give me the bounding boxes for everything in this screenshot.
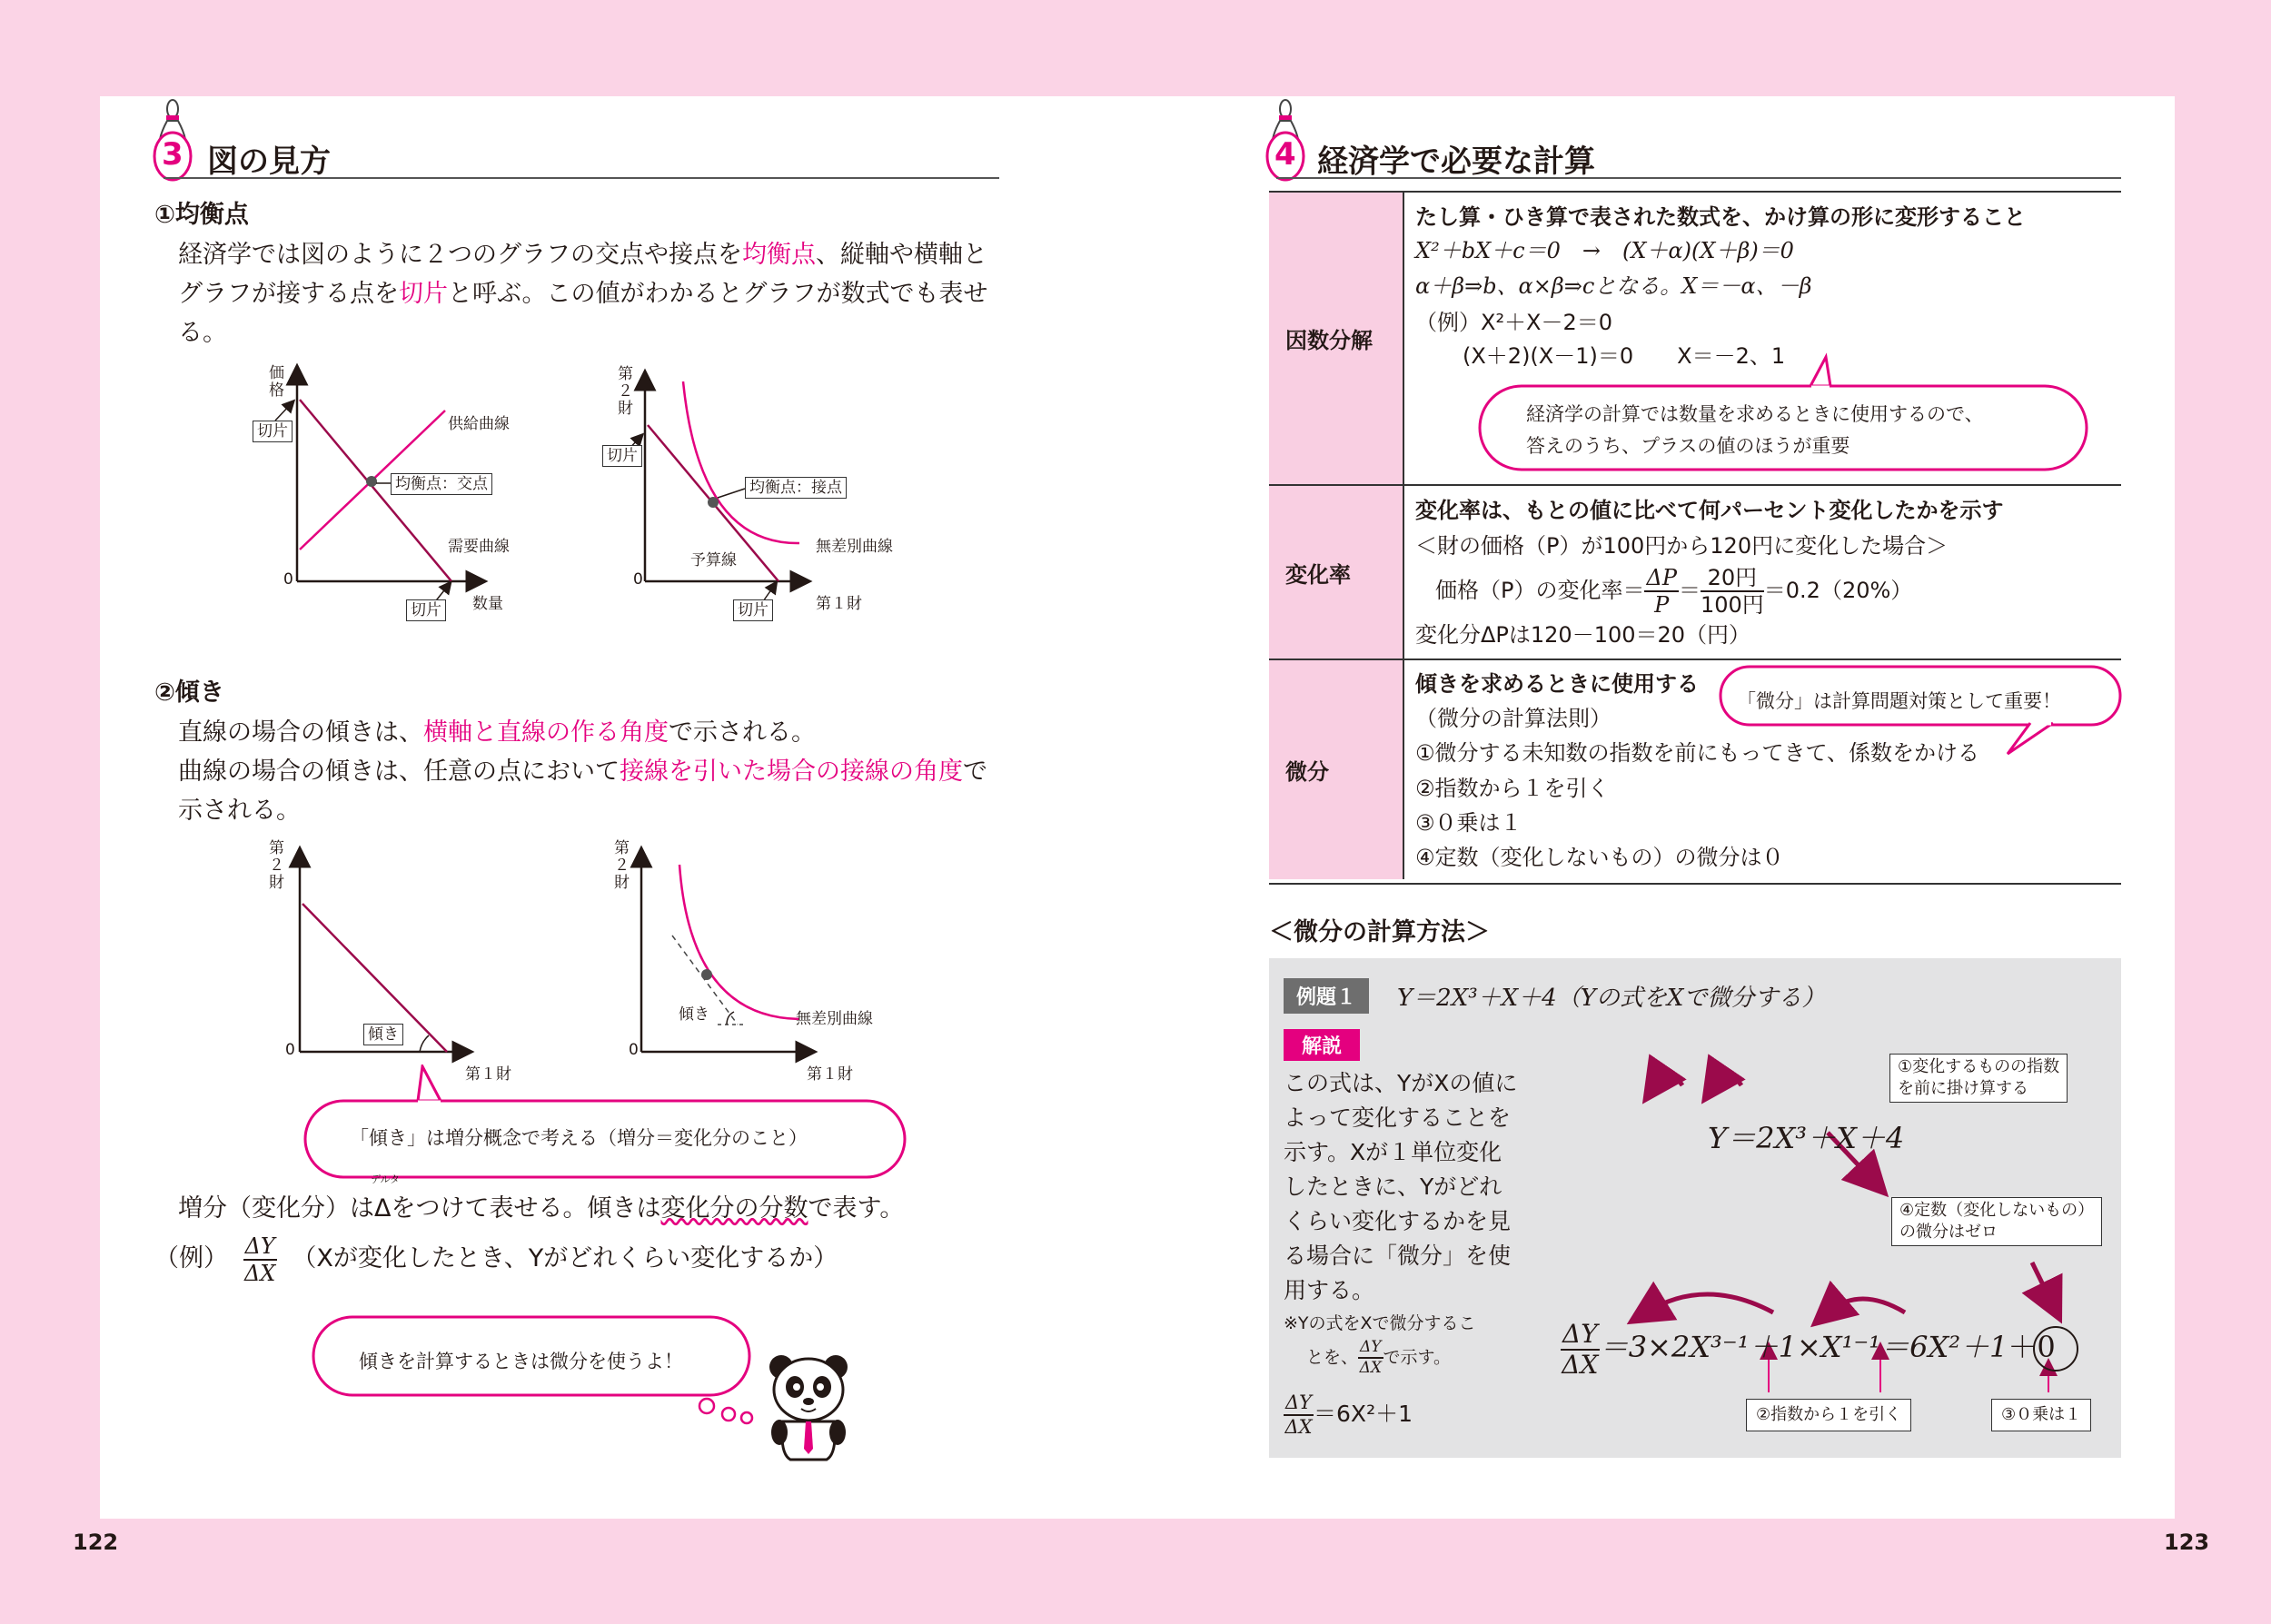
row-label-factorization: 因数分解 [1269,193,1403,484]
graph4-xlabel: 第１財 [807,1065,853,1084]
table-row-rule [1269,484,2121,486]
heading-slope: ②傾き [154,678,224,707]
table-row-rule [1269,659,2121,660]
rate-line: 変化率は、もとの値に比べて何パーセント変化したかを示す [1415,498,2004,523]
paragraph-line: 曲線の場合の傾きは、任意の点において接線を引いた場合の接線の角度で [178,758,987,786]
paragraph-line: 直線の場合の傾きは、横軸と直線の作る角度で示される。 [178,718,816,747]
graph4-slope-label: 傾き [679,1005,709,1024]
rate-formula: 価格（P）の変化率＝ $\frac{\Delta P}{P}$ ＝ $\frac{\text{20円}}{\text{100円}}$ ＝0.2（20%） [1435,565,1913,618]
graph4-indifference-label: 無差別曲線 [796,1010,873,1028]
graph1-intercept-y: 切片 [253,421,293,442]
section-title: 図の見方 [207,144,331,180]
kaisetsu-tag: 解説 [1284,1029,1360,1061]
speech-bubble-text: 答えのうち、プラスの値のほうが重要 [1526,435,1850,457]
delta-line: 増分（変化分）はΔ デルタ をつけて表せる。傾きは変化分の分数で表す。 [178,1173,905,1223]
graph4-ylabel: 第２財 [614,839,630,892]
graph2-indifference-label: 無差別曲線 [816,538,893,556]
graph1-ylabel: 価格 [269,364,284,400]
graph2-xlabel: 第１財 [816,595,862,613]
result-line: $\frac{\Delta Y}{\Delta X}$ ＝6X²＋1 [1284,1391,1413,1438]
equation-top: Y＝2X³＋X＋4 [1708,1121,1905,1155]
paragraph-line: 経済学では図のように２つのグラフの交点や接点を均衡点、縦軸や横軸と [178,241,987,269]
diff-line: ①微分する未知数の指数を前にもってきて、係数をかける [1415,740,1980,766]
explanation-line: この式は、YがXの値に [1284,1070,1518,1096]
section-number: 3 [162,136,183,173]
rule-box-4: ④定数（変化しないもの） の微分はゼロ [1891,1197,2102,1246]
rate-line: 変化分ΔPは120－100＝20（円） [1415,622,1751,648]
explanation-line: したときに、Yがどれ [1284,1173,1502,1200]
paragraph-line: グラフが接する点を切片と呼ぶ。この値がわかるとグラフが数式でも表せ [178,280,988,308]
diff-line: ③０乗は１ [1415,810,1522,836]
speech-bubble-text: 「傾き」は増分概念で考える（増分＝変化分のこと） [350,1127,808,1149]
diff-line: ④定数（変化しないもの）の微分は０ [1415,845,1784,870]
diff-line: 傾きを求めるときに使用する [1415,671,1699,697]
equation-bottom: $\frac{\Delta Y}{\Delta X}$ ＝3×2X³⁻¹＋1×X¹⁻¹＝6X²＋1＋0 [1562,1318,2056,1380]
diff-line: （微分の計算法則） [1415,706,1612,731]
paragraph-line: 示される。 [178,797,301,825]
graph2-intercept-y: 切片 [602,445,642,467]
diff-line: ②指数から１を引く [1415,776,1610,801]
rule-box-2: ②指数から１を引く [1746,1399,1911,1431]
graph1-demand-label: 需要曲線 [448,538,510,556]
graph3-slope-box: 傾き [363,1024,403,1045]
explanation-line: よって変化することを [1284,1104,1512,1131]
graph1-equilibrium-box: 均衡点：交点 [391,473,492,495]
table-vertical-rule [1403,193,1404,879]
explanation-line: る場合に「微分」を使 [1284,1243,1512,1269]
method-heading: ＜微分の計算方法＞ [1269,918,1490,946]
speech-bubble-text: 「微分」は計算問題対策として重要！ [1737,690,2061,712]
page-number-left: 122 [73,1530,119,1555]
explanation-line: 用する。 [1284,1277,1375,1303]
graph3-ylabel: 第２財 [269,839,284,892]
row-label-rate: 変化率 [1269,486,1403,659]
graph2-origin: 0 [633,570,643,589]
graph2-equilibrium-box: 均衡点：接点 [745,477,847,499]
speech-bubble-text: 傾きを計算するときは微分を使うよ！ [359,1351,683,1372]
paragraph-line: る。 [178,319,227,347]
factor-line: （例）X²＋X－2＝0 [1415,310,1613,335]
graph2-budget-label: 予算線 [690,551,737,569]
explanation-line: くらい変化するかを見 [1284,1208,1512,1234]
graph1-xlabel: 数量 [472,595,503,613]
panda-mascot-icon [763,1349,854,1462]
rule-box-1: ①変化するものの指数 を前に掛け算する [1889,1054,2068,1103]
section-title: 経済学で必要な計算 [1317,144,1595,180]
example-tag: 例題１ [1284,978,1369,1014]
graph3-xlabel: 第１財 [465,1065,511,1084]
graph3-origin: 0 [285,1041,295,1059]
note-line: ※Yの式をXで微分するこ [1284,1313,1476,1333]
factor-line: X²＋bX＋c＝0 → (X＋α)(X＋β)＝0 [1415,238,1794,263]
example-title: Y＝2X³＋X＋4（Yの式をXで微分する） [1397,985,1826,1012]
note-line: とを、 $\frac{\Delta Y}{\Delta X}$ で示す。 [1306,1338,1451,1377]
example-line: （例） $\frac{\Delta Y}{\Delta X}$ （Xが変化したとき、Yがどれくらい変化するか） [154,1233,838,1286]
graph2-ylabel: 第２財 [618,365,633,418]
rate-line: ＜財の価格（P）が100円から120円に変化した場合＞ [1415,533,1949,559]
row-label-derivative: 微分 [1269,660,1403,879]
rule-box-3: ③０乗は１ [1991,1399,2091,1431]
factor-line: (X＋2)(X－1)＝0 X＝－2、1 [1463,343,1786,369]
factor-line: α＋β⇒b、α×β⇒cとなる。X＝－α、－β [1415,273,1812,299]
graph1-supply-label: 供給曲線 [448,415,510,433]
speech-bubble-text: 経済学の計算では数量を求めるときに使用するので、 [1526,403,1984,425]
factor-line: たし算・ひき算で表された数式を、かけ算の形に変形すること [1415,204,2026,230]
graph1-intercept-x: 切片 [406,599,446,621]
graph1-origin: 0 [283,570,293,589]
explanation-line: 示す。Xが１単位変化 [1284,1139,1502,1165]
graph4-origin: 0 [629,1041,639,1059]
heading-equilibrium: ①均衡点 [154,201,249,229]
page-number-right: 123 [2164,1530,2210,1555]
section-number: 4 [1274,136,1296,173]
graph2-intercept-x: 切片 [733,599,773,621]
